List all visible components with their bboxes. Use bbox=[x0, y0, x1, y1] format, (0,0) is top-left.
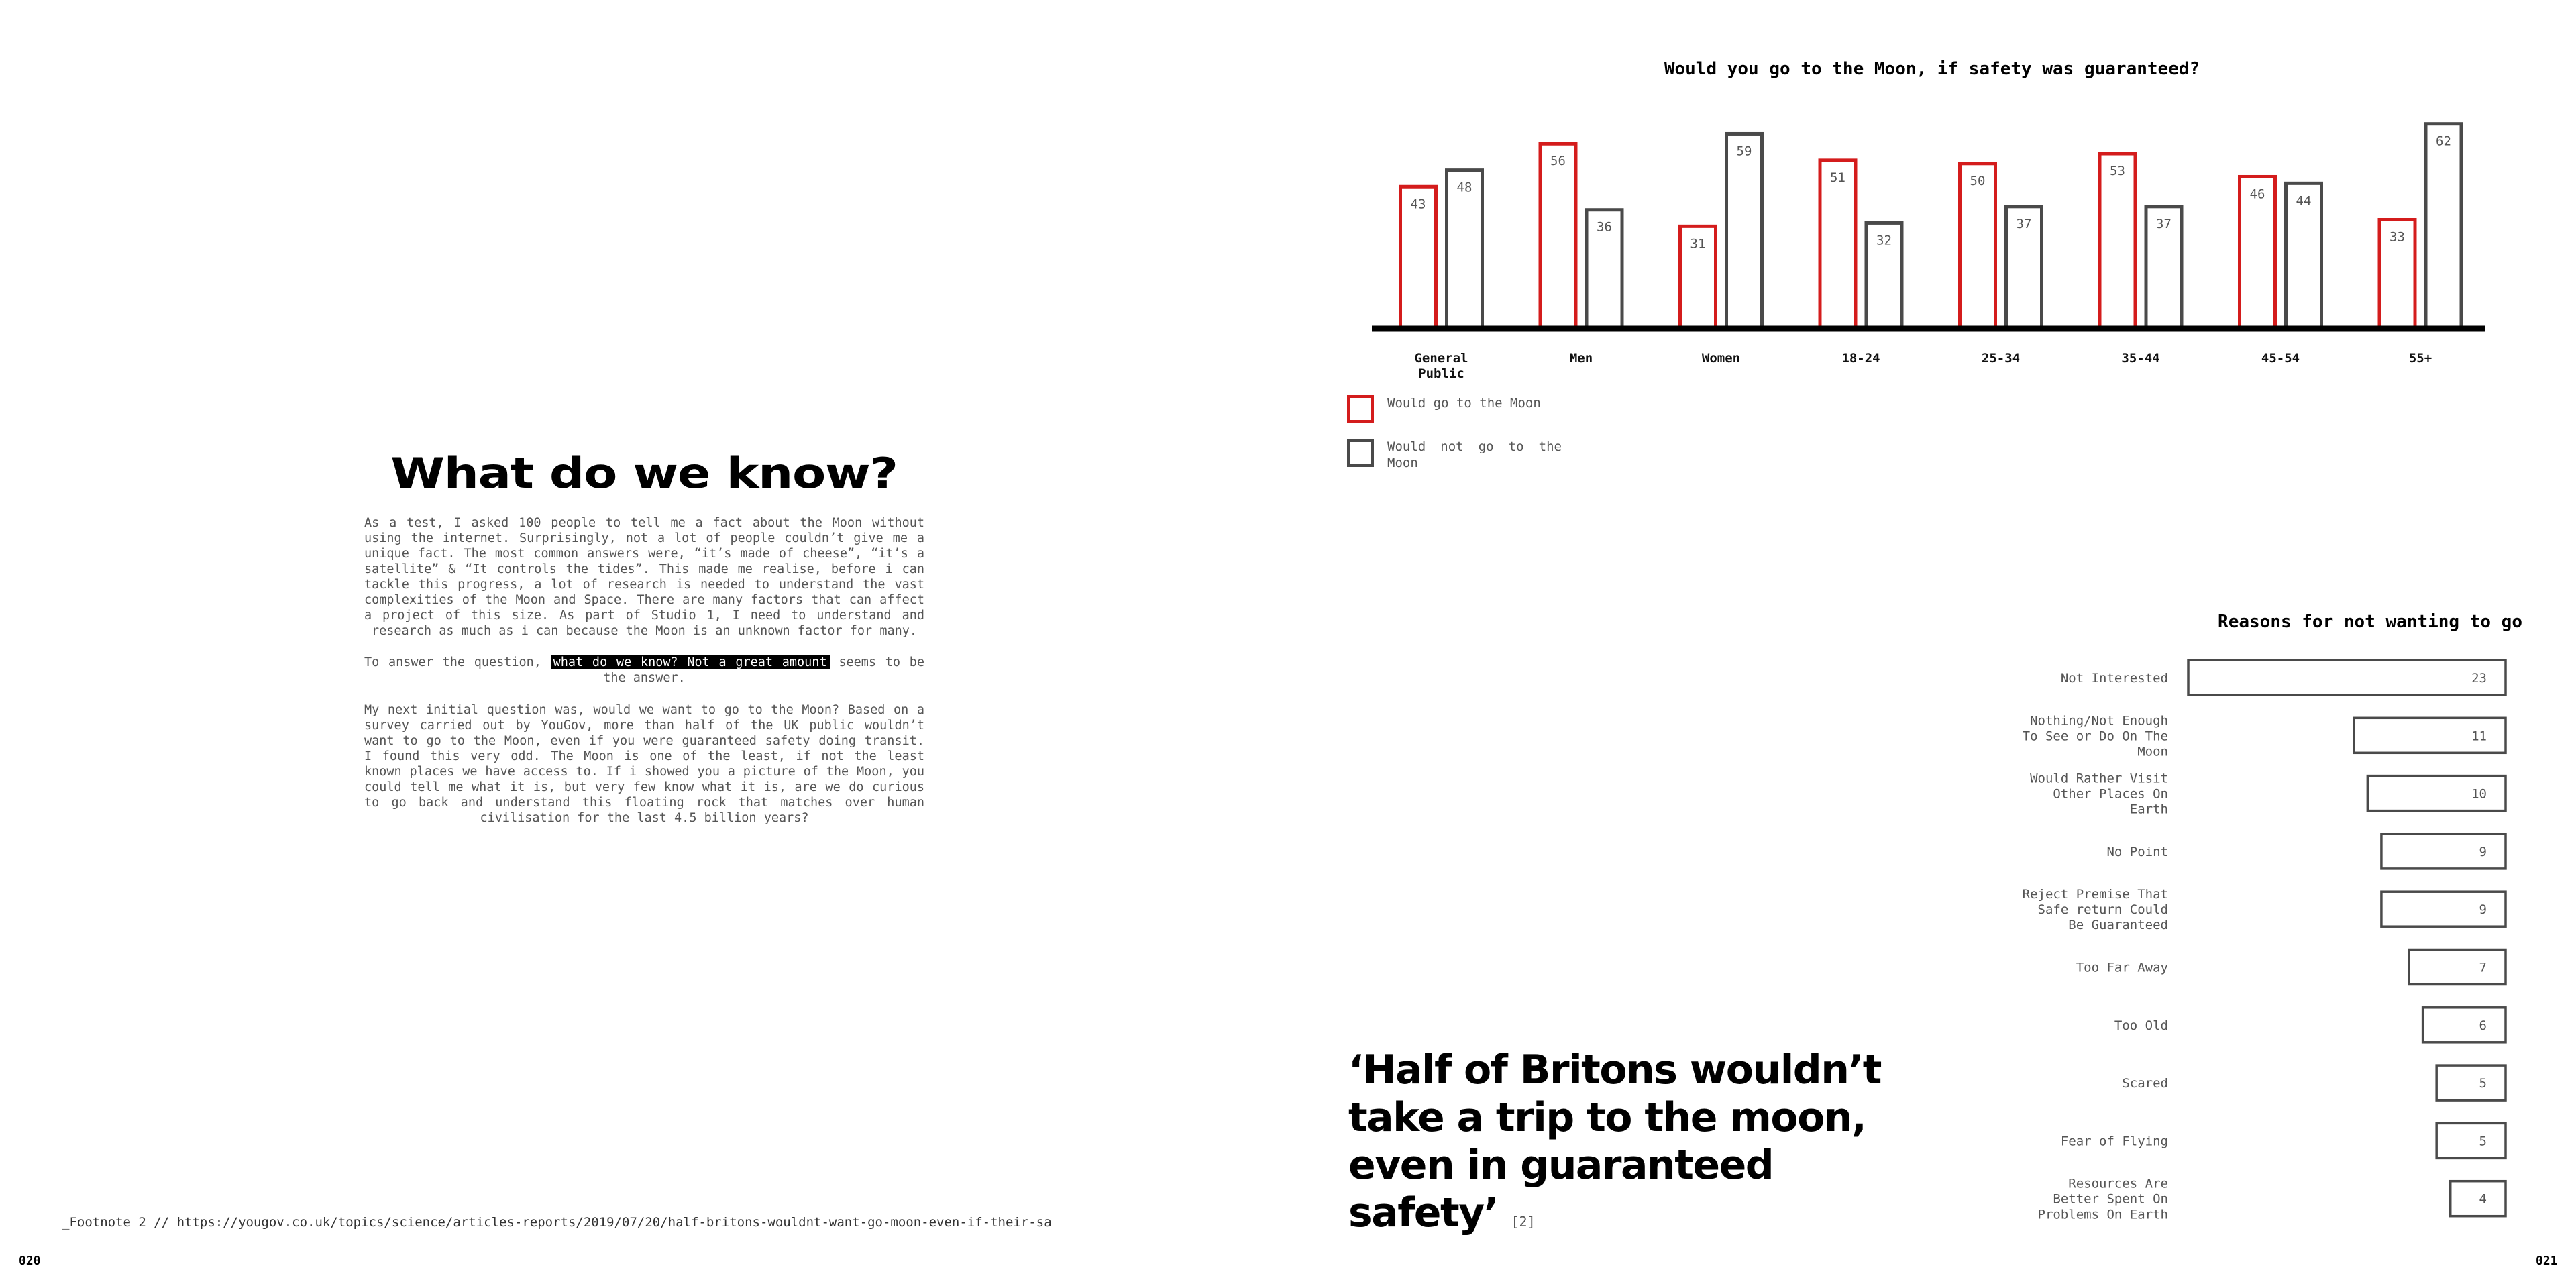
reason-label: Fear of Flying bbox=[2060, 1134, 2168, 1149]
page-number-right: 021 bbox=[2536, 1254, 2558, 1268]
category-label: 45-54 bbox=[2261, 351, 2300, 366]
body-paragraph-2 bbox=[364, 655, 924, 686]
legend-label-would-not-go: Would not go to the Moon bbox=[1387, 439, 1562, 470]
category-label: 25-34 bbox=[1981, 351, 2021, 366]
reason-label: Too Far Away bbox=[2076, 960, 2168, 975]
category-label: 18-24 bbox=[1841, 351, 1880, 366]
legend-swatch-red bbox=[1347, 395, 1374, 423]
bar-value-label: 43 bbox=[1410, 197, 1426, 212]
page-number-left: 020 bbox=[19, 1254, 41, 1268]
reason-label: Reject Premise That Safe return Could Be Guaranteed bbox=[2022, 887, 2168, 933]
paragraph-2-start: To answer the question, bbox=[364, 655, 551, 669]
reason-label: Would Rather Visit Other Places On Earth bbox=[2030, 771, 2168, 817]
bar-would-go bbox=[1820, 160, 1856, 329]
bar-value-label: 10 bbox=[2471, 786, 2487, 802]
highlighted-answer: what do we know? Not a great amount bbox=[551, 655, 830, 669]
bar-value-label: 5 bbox=[2479, 1076, 2487, 1091]
bar-reason bbox=[2423, 1008, 2506, 1042]
bar-value-label: 23 bbox=[2471, 671, 2487, 686]
bar-value-label: 50 bbox=[1970, 173, 1986, 189]
bar-value-label: 36 bbox=[1597, 219, 1612, 235]
bar-value-label: 5 bbox=[2479, 1134, 2487, 1149]
reason-label: Too Old bbox=[2114, 1018, 2168, 1033]
legend-swatch-grey bbox=[1347, 439, 1374, 467]
bar-value-label: 37 bbox=[2156, 216, 2171, 231]
page-title: What do we know? bbox=[390, 449, 898, 498]
bar-value-label: 4 bbox=[2479, 1191, 2487, 1207]
bar-value-label: 11 bbox=[2471, 729, 2487, 744]
bar-value-label: 6 bbox=[2479, 1018, 2487, 1033]
chart-title-moon-survey: Would you go to the Moon, if safety was guaranteed? bbox=[1664, 59, 2200, 79]
body-paragraph-3: My next initial question was, would we want to go to the Moon? Based on a survey carried out by YouGov, more than half of the UK public wouldn’t want to go to the Moon, even if you were guaranteed safety doing transit. I found this very odd. The Moon is one of the least, if not the least known places we have access to. If i showed you a picture of the Moon, you could tell me what it is, but very few know what it is, are we do curious to go back and understand this floating rock that matches over human civilisation for the last 4.5 billion years? bbox=[364, 703, 924, 825]
bar-value-label: 56 bbox=[1550, 154, 1566, 169]
chart-moon-survey bbox=[1355, 101, 2496, 382]
bar-value-label: 9 bbox=[2479, 902, 2487, 918]
footnote: _Footnote 2 // https://yougov.co.uk/topics/science/articles-reports/2019/07/20/half-britons-wouldnt-want-go-moon-even-if-their-sa bbox=[62, 1215, 1052, 1230]
bar-value-label: 51 bbox=[1830, 170, 1845, 185]
bar-reason bbox=[2188, 660, 2506, 695]
bar-would-not-go bbox=[2426, 124, 2461, 329]
bar-value-label: 37 bbox=[2016, 216, 2032, 231]
bar-reason bbox=[2381, 834, 2506, 869]
bar-value-label: 7 bbox=[2479, 960, 2487, 975]
chart-reasons bbox=[1986, 652, 2522, 1236]
category-label: Men bbox=[1569, 351, 1593, 366]
quote-text: ‘Half of Britons wouldn’t take a trip to the moon, even in guaranteed safety’ bbox=[1348, 1046, 1881, 1236]
bar-value-label: 32 bbox=[1876, 233, 1892, 248]
bar-value-label: 44 bbox=[2296, 193, 2312, 209]
bar-would-go bbox=[1540, 144, 1576, 329]
bar-value-label: 62 bbox=[2436, 133, 2451, 149]
bar-reason bbox=[2381, 892, 2506, 926]
bar-value-label: 9 bbox=[2479, 844, 2487, 859]
bar-value-label: 31 bbox=[1690, 236, 1706, 252]
pull-quote bbox=[1348, 1046, 1898, 1246]
category-label: General Public bbox=[1414, 351, 1468, 381]
paragraph-2-end: seems to be the answer. bbox=[603, 655, 925, 685]
quote-reference: [2] bbox=[1511, 1214, 1536, 1230]
reason-label: Resources Are Better Spent On Problems On Earth bbox=[2037, 1176, 2168, 1222]
bar-reason bbox=[2451, 1181, 2506, 1216]
body-paragraph-1: As a test, I asked 100 people to tell me a fact about the Moon without using the internet. Surprisingly, not a lot of people couldn’t give me a unique fact. The most common answers were, “it’s made of cheese”, “it’s a satellite” & “It controls the tides”. This made me realise, before i can tackle this progress, a lot of research is needed to understand the vast complexities of the Moon and Space. There are many factors that can affect a project of this size. As part of Studio 1, I need to understand and research as much as i can because the Moon is an unknown factor for many. bbox=[364, 516, 924, 638]
bar-value-label: 46 bbox=[2249, 186, 2265, 202]
reason-label: Nothing/Not Enough To See or Do On The Moon bbox=[2022, 713, 2168, 759]
reason-label: Scared bbox=[2122, 1076, 2168, 1091]
category-label: 35-44 bbox=[2121, 351, 2160, 366]
category-label: 55+ bbox=[2408, 351, 2432, 366]
bar-value-label: 33 bbox=[2390, 229, 2405, 245]
bar-would-go bbox=[2100, 154, 2135, 329]
bar-value-label: 53 bbox=[2110, 164, 2125, 179]
legend-label-would-go: Would go to the Moon bbox=[1387, 396, 1541, 411]
bar-would-not-go bbox=[1727, 133, 1762, 329]
bar-reason bbox=[2436, 1123, 2506, 1158]
reason-label: No Point bbox=[2106, 844, 2168, 859]
category-label: Women bbox=[1701, 351, 1741, 366]
bar-value-label: 48 bbox=[1456, 180, 1472, 195]
reason-label: Not Interested bbox=[2060, 671, 2168, 686]
chart-title-reasons: Reasons for not wanting to go bbox=[2218, 612, 2522, 632]
bar-value-label: 59 bbox=[1736, 144, 1752, 159]
bar-reason bbox=[2436, 1065, 2506, 1100]
bar-reason bbox=[2409, 950, 2506, 985]
